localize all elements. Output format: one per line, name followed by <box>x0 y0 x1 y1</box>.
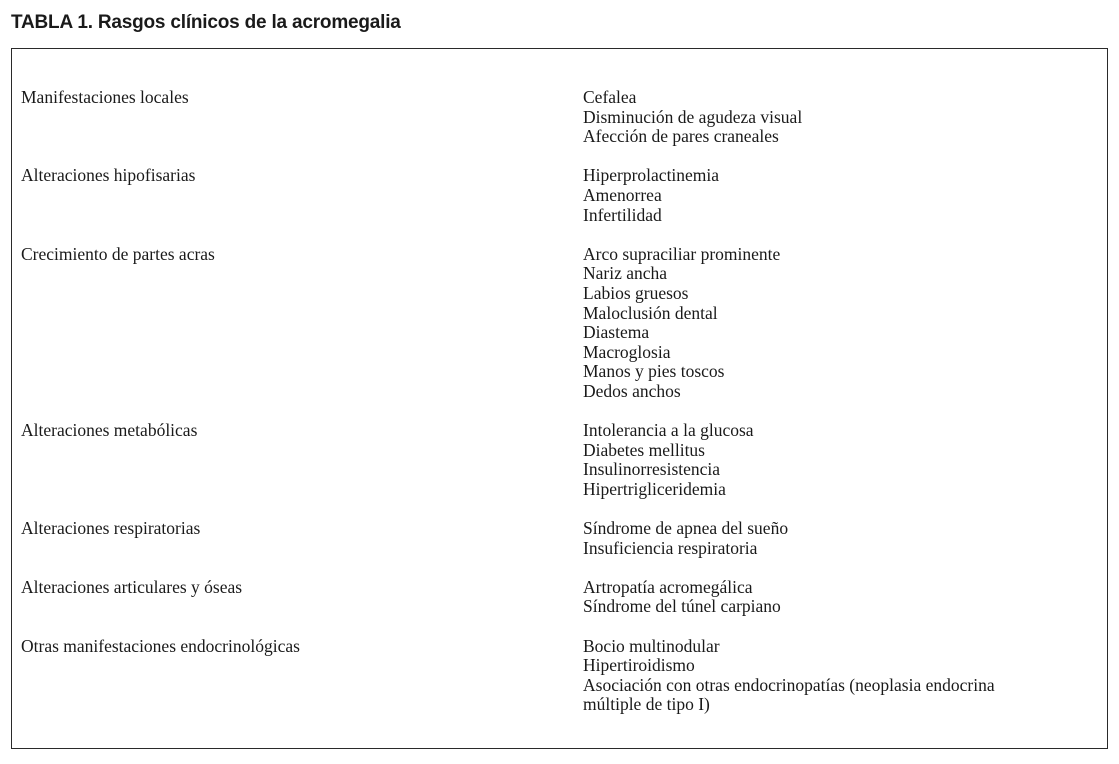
row-items <box>583 578 1101 617</box>
row-items <box>583 166 1101 225</box>
table-row <box>21 166 1101 225</box>
row-label: Otras manifestaciones endocrinológicas <box>21 635 300 656</box>
row-label: Alteraciones hipofisarias <box>21 165 196 186</box>
row-item: múltiple de tipo I) <box>583 694 710 715</box>
table-row <box>21 245 1101 402</box>
table-body <box>21 88 1101 735</box>
row-item: Maloclusión dental <box>583 302 718 323</box>
row-items <box>583 421 1101 499</box>
row-item: Dedos anchos <box>583 380 681 401</box>
table-box <box>11 48 1108 749</box>
row-items <box>583 519 1101 558</box>
row-item: Disminución de agudeza visual <box>583 106 803 127</box>
row-items <box>583 245 1101 402</box>
row-item: Síndrome de apnea del sueño <box>583 518 789 539</box>
row-items <box>583 88 1101 147</box>
table-title: TABLA 1. Rasgos clínicos de la acromegalia <box>11 12 401 33</box>
table-row <box>21 88 1101 147</box>
row-label: Crecimiento de partes acras <box>21 243 215 264</box>
row-items <box>583 637 1101 715</box>
row-item: Diabetes mellitus <box>583 439 705 460</box>
row-item: Hiperprolactinemia <box>583 165 720 186</box>
row-item: Diastema <box>583 322 650 343</box>
table-row <box>21 519 1101 558</box>
row-item: Macroglosia <box>583 341 671 362</box>
row-item: Cefalea <box>583 87 637 107</box>
row-item: Bocio multinodular <box>583 635 720 656</box>
row-item: Artropatía acromegálica <box>583 576 753 597</box>
row-item: Manos y pies toscos <box>583 361 725 382</box>
row-item: Síndrome del túnel carpiano <box>583 596 781 617</box>
row-item: Hipertiroidismo <box>583 655 695 676</box>
row-label: Alteraciones respiratorias <box>21 518 201 539</box>
table-row <box>21 578 1101 617</box>
row-item: Insuficiencia respiratoria <box>583 537 758 558</box>
row-item: Insulinorresistencia <box>583 459 721 480</box>
row-item: Infertilidad <box>583 204 662 225</box>
table-row <box>21 421 1101 499</box>
row-item: Labios gruesos <box>583 282 689 303</box>
row-label: Alteraciones metabólicas <box>21 420 198 441</box>
row-label: Manifestaciones locales <box>21 87 189 107</box>
row-item: Asociación con otras endocrinopatías (neoplasia endocrina <box>583 674 995 695</box>
row-item: Arco supraciliar prominente <box>583 243 781 264</box>
table-row <box>21 637 1101 715</box>
row-item: Hipertrigliceridemia <box>583 478 726 499</box>
row-item: Intolerancia a la glucosa <box>583 420 754 441</box>
row-item: Afección de pares craneales <box>583 126 779 147</box>
row-label: Alteraciones articulares y óseas <box>21 576 243 597</box>
row-item: Nariz ancha <box>583 263 668 284</box>
row-item: Amenorrea <box>583 184 662 205</box>
